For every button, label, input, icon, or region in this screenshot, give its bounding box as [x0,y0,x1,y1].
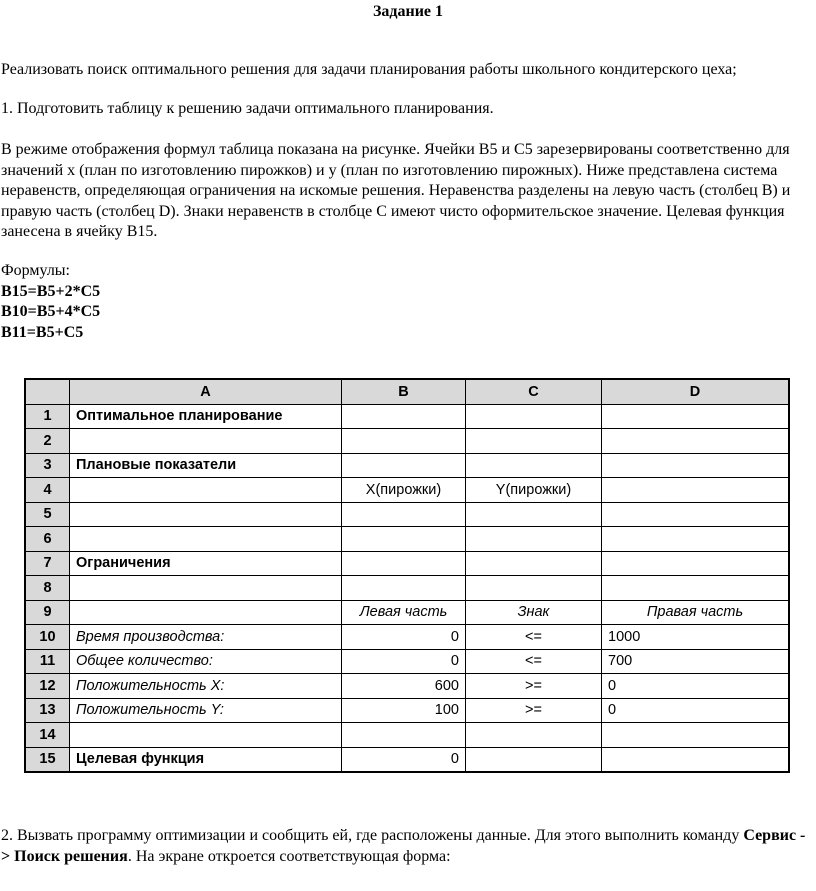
sheet-row [26,698,789,723]
intro-paragraph: Реализовать поиск оптимального решения для задачи планирования работы школьного кондитерского цеха; [1,61,737,78]
cell-c15 [466,747,602,772]
step-2-paragraph [1,826,813,867]
cell-b9: Левая часть [342,600,466,625]
cell-c5 [466,502,602,527]
formulas-block [1,261,813,343]
spreadsheet-image [24,378,790,773]
cell-c1 [466,404,602,429]
sheet-row [26,723,789,748]
sheet-row [26,453,789,478]
cell-b4: X(пирожки) [342,478,466,503]
cell-c13: >= [466,698,602,723]
row-number: 13 [26,698,70,723]
cell-b1 [342,404,466,429]
cell-d2 [602,429,789,454]
cell-c12: >= [466,674,602,699]
cell-b2 [342,429,466,454]
row-number: 5 [26,502,70,527]
cell-b12: 600 [342,674,466,699]
description-paragraph: В режиме отображения формул таблица показана на рисунке. Ячейки B5 и C5 зарезервированы соответственно для значений x (план по изготовлению пирожков) и y (план по изготовлению пирожных). Ниже представлена система неравенств, определяющая ограничения на искомые решения. Неравенства разделены на левую часть (столбец B) и правую часть (столбец D). Знаки неравенств в столбце C имеют чисто оформительское значение. Целевая функция занесена в ячейку B15. [1,141,791,240]
sheet-row [26,527,789,552]
row-number: 3 [26,453,70,478]
sheet-row [26,478,789,503]
cell-c9: Знак [466,600,602,625]
step-1-paragraph: 1. Подготовить таблицу к решению задачи оптимального планирования. [1,100,494,117]
cell-d5 [602,502,789,527]
cell-d10: 1000 [602,625,789,650]
row-number: 6 [26,527,70,552]
row-number: 10 [26,625,70,650]
cell-d4 [602,478,789,503]
cell-a3: Плановые показатели [70,453,342,478]
cell-a14 [70,723,342,748]
cell-c14 [466,723,602,748]
step-2-command: Сервис -> Поиск решения [1,827,806,865]
sheet-row [26,576,789,601]
cell-c7 [466,551,602,576]
column-header-row [26,380,789,405]
sheet-row [26,625,789,650]
formula-b10: B10=B5+4*C5 [1,303,101,320]
cell-a9 [70,600,342,625]
cell-a7: Ограничения [70,551,342,576]
cell-d1 [602,404,789,429]
sheet-row [26,747,789,772]
sheet-row [26,502,789,527]
cell-a2 [70,429,342,454]
cell-b13: 100 [342,698,466,723]
cell-b11: 0 [342,649,466,674]
cell-a15: Целевая функция [70,747,342,772]
row-number: 14 [26,723,70,748]
corner-cell [26,380,70,405]
sheet-row [26,674,789,699]
cell-d7 [602,551,789,576]
cell-d8 [602,576,789,601]
cell-c3 [466,453,602,478]
sheet-row [26,404,789,429]
sheet-row [26,600,789,625]
sheet-row [26,429,789,454]
cell-a4 [70,478,342,503]
task-title: Задание 1 [372,3,444,20]
cell-d13: 0 [602,698,789,723]
row-number: 15 [26,747,70,772]
row-number: 11 [26,649,70,674]
cell-a11: Общее количество: [70,649,342,674]
sheet-row [26,649,789,674]
cell-d14 [602,723,789,748]
row-number: 7 [26,551,70,576]
column-header-b: B [342,380,466,405]
row-number: 2 [26,429,70,454]
cell-b14 [342,723,466,748]
cell-c8 [466,576,602,601]
cell-b8 [342,576,466,601]
column-header-c: C [466,380,602,405]
sheet-row [26,551,789,576]
cell-c4: Y(пирожки) [466,478,602,503]
cell-b10: 0 [342,625,466,650]
spreadsheet-grid [25,379,789,772]
cell-d9: Правая часть [602,600,789,625]
cell-d6 [602,527,789,552]
cell-a8 [70,576,342,601]
formulas-label: Формулы: [1,262,70,279]
cell-d3 [602,453,789,478]
step-2-text: 2. Вызвать программу оптимизации и сообщить ей, где расположены данные. Для этого выполнить команду [1,827,744,844]
formula-b15: B15=B5+2*C5 [1,282,101,300]
cell-a1: Оптимальное планирование [70,404,342,429]
row-number: 9 [26,600,70,625]
cell-c2 [466,429,602,454]
cell-b5 [342,502,466,527]
row-number: 1 [26,404,70,429]
cell-b15: 0 [342,747,466,772]
cell-b6 [342,527,466,552]
cell-a12: Положительность X: [70,674,342,699]
cell-c10: <= [466,625,602,650]
column-header-a: A [70,380,342,405]
row-number: 12 [26,674,70,699]
formula-b11: B11=B5+C5 [1,323,84,341]
cell-b7 [342,551,466,576]
cell-c6 [466,527,602,552]
cell-d12: 0 [602,674,789,699]
cell-a10: Время производства: [70,625,342,650]
row-number: 8 [26,576,70,601]
cell-c11: <= [466,649,602,674]
row-number: 4 [26,478,70,503]
cell-a6 [70,527,342,552]
column-header-d: D [602,380,789,405]
cell-d15 [602,747,789,772]
cell-a13: Положительность Y: [70,698,342,723]
cell-b3 [342,453,466,478]
step-2-tail: . На экране откроется соответствующая форма: [127,847,451,865]
cell-a5 [70,502,342,527]
cell-d11: 700 [602,649,789,674]
